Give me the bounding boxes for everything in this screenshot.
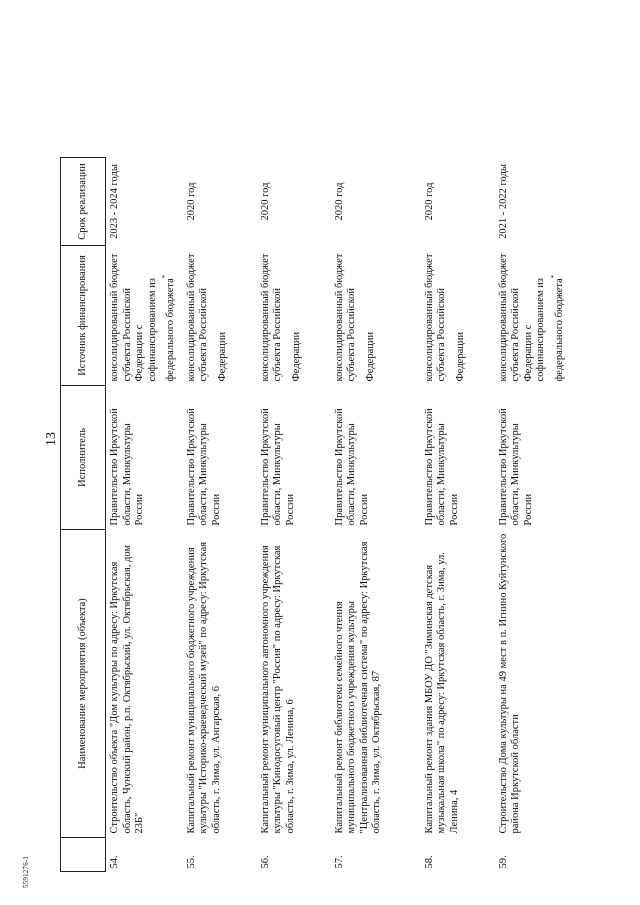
footnote-mark: * (161, 274, 169, 279)
row-executor: Правительство Иркутской области, Минкультуры России (109, 408, 145, 526)
row-number: 57. (333, 855, 345, 869)
row-term: 2021 - 2022 годы (497, 164, 509, 239)
row-filler (183, 34, 257, 158)
row-source-text: консолидированный бюджет субъекта Российской Федерации с софинансированием из федерального бюджета (109, 253, 176, 382)
row-source-text: консолидированный бюджет субъекта Российской Федерации (333, 253, 376, 382)
header-executor: Исполнитель (61, 386, 106, 530)
row-term: 2020 год (259, 182, 271, 221)
header-number (61, 838, 106, 872)
row-term: 2020 год (185, 182, 197, 221)
row-name: Строительство объекта "Дом культуры по адресу: Иркутская область, Чунский район, р.п. Октябрьский, ул. Октябрьская, дом 23Б" (109, 544, 145, 834)
row-source-text: консолидированный бюджет субъекта Российской Федерации (185, 253, 228, 382)
row-term: 2023 - 2024 годы (109, 164, 120, 239)
row-executor: Правительство Иркутской области, Минкультуры России (497, 408, 534, 526)
row-source (106, 246, 183, 386)
row-filler (421, 34, 495, 158)
table-row (106, 34, 183, 872)
row-source-text: консолидированный бюджет субъекта Российской Федерации (423, 253, 466, 382)
header-empty (61, 34, 106, 158)
row-name: Капитальный ремонт муниципального бюджетного учреждения культуры "Историко-краеведческий музей" по адресу: Иркутская область, г. Зима, ул. Ангарская, 6 (185, 541, 222, 834)
row-name: Капитальный ремонт муниципального автономного учреждения культуры "Кинодосуговый центр "Россия" по адресу: Иркутская область, г. Зима, ул. Ленина, 6 (259, 545, 296, 834)
measures-table (60, 34, 585, 873)
row-source-text: консолидированный бюджет субъекта Российской Федерации (259, 253, 302, 382)
row-source-text: консолидированный бюджет субъекта Российской Федерации с софинансированием из федерального бюджета (497, 253, 565, 382)
row-term: 2020 год (333, 182, 345, 221)
row-source (257, 246, 331, 386)
row-name: Капитальный ремонт библиотеки семейного чтения муниципального бюджетного учреждения культуры "Централизованная библиотечная система" по адресу: Иркутская область, г. Зима, ул. Октябрьская, 87 (333, 541, 382, 834)
row-number: 59. (497, 855, 509, 869)
table-row (183, 34, 257, 872)
page-number: 13 (44, 432, 59, 446)
row-name: Строительство Дома культуры на 49 мест в п. Игнино Куйтунского района Иркутской области (497, 533, 521, 834)
row-name: Капитальный ремонт здания МБОУ ДО "Зиминская детская музыкальная школа" по адресу: Иркутская область, г. Зима, ул. Ленина, 4 (423, 552, 460, 834)
row-executor: Правительство Иркутской области, Минкультуры России (333, 408, 370, 526)
rotated-table-page (60, 34, 580, 872)
table-row (257, 34, 331, 872)
table-row (331, 34, 421, 872)
row-filler (331, 34, 421, 158)
footnote-mark: * (549, 274, 558, 279)
row-filler (106, 34, 183, 158)
row-source (183, 246, 257, 386)
row-source (495, 246, 585, 386)
row-filler (495, 34, 585, 158)
document-code: 5591276-1 (22, 855, 30, 888)
row-executor: Правительство Иркутской области, Минкультуры России (423, 408, 460, 526)
row-number: 56. (259, 855, 271, 869)
header-source: Источник финансирования (61, 246, 106, 386)
row-number: 55. (185, 855, 197, 869)
header-name: Наименование мероприятия (объекта) (61, 530, 106, 838)
row-number: 54. (109, 855, 120, 869)
row-term: 2020 год (423, 182, 435, 221)
row-source (421, 246, 495, 386)
row-filler (257, 34, 331, 158)
table-header (61, 34, 106, 872)
table-row (421, 34, 495, 872)
row-executor: Правительство Иркутской области, Минкультуры России (259, 408, 296, 526)
table-row (495, 34, 585, 872)
header-term: Срок реализации (61, 158, 106, 246)
row-executor: Правительство Иркутской области, Минкультуры России (185, 408, 222, 526)
row-source (331, 246, 421, 386)
row-number: 58. (423, 855, 435, 869)
